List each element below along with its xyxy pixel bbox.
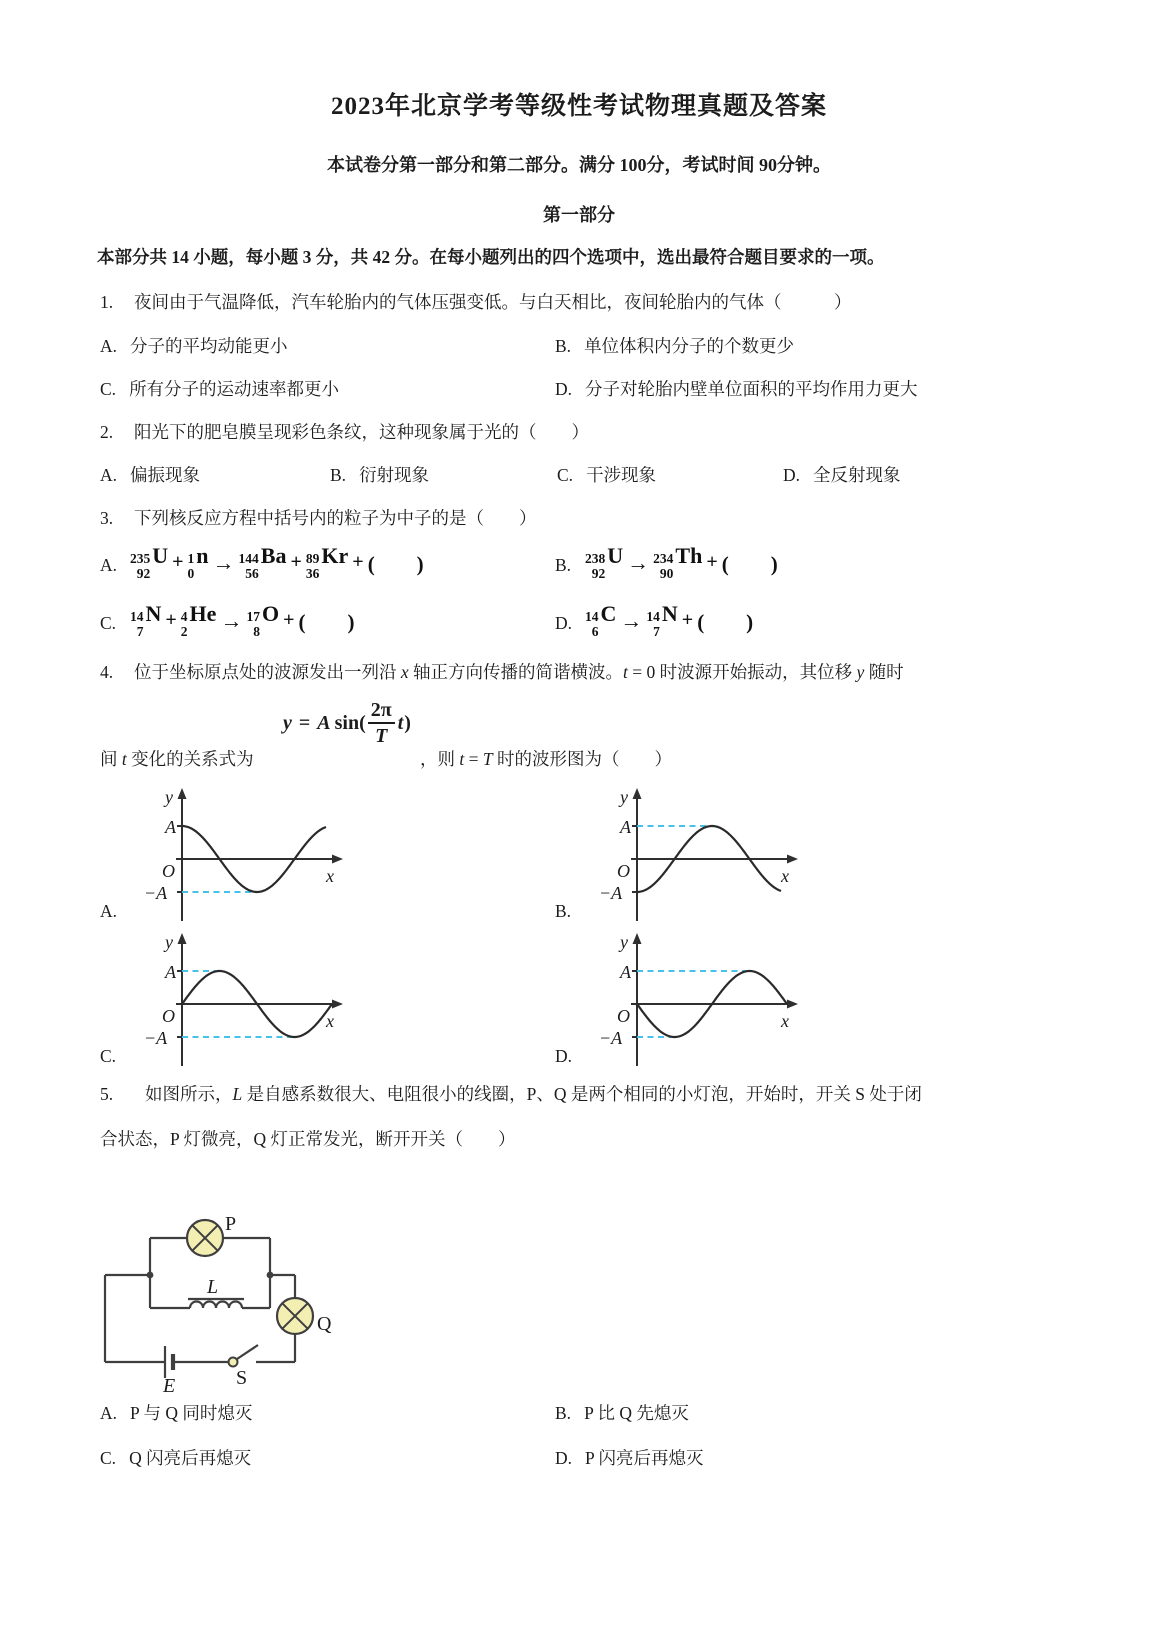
switch-pivot-icon bbox=[229, 1358, 238, 1367]
question-number: 1. bbox=[100, 292, 114, 312]
reaction-arrow: → bbox=[627, 549, 650, 575]
option-text: Q 闪亮后再熄灭 bbox=[129, 1448, 252, 1468]
nuclide: 144 56 Ba bbox=[238, 543, 287, 581]
q3-equation-c bbox=[100, 603, 354, 638]
question-4-text-end: ，则 t = T 时的波形图为（ ） bbox=[420, 749, 672, 769]
plus-sign: + bbox=[706, 551, 718, 573]
option-label: C. bbox=[557, 465, 574, 485]
option-text: P 闪亮后再熄灭 bbox=[585, 1448, 704, 1468]
svg-text:x: x bbox=[326, 866, 334, 886]
q4-graph-label-d: D. bbox=[555, 1046, 573, 1066]
plus-sign: + bbox=[681, 609, 694, 631]
question-number: 2. bbox=[100, 422, 114, 442]
option-text: 偏振现象 bbox=[130, 465, 201, 485]
option-text: 单位体积内分子的个数更少 bbox=[584, 336, 795, 356]
q4-wave-equation bbox=[283, 699, 411, 747]
svg-text:O: O bbox=[162, 861, 175, 881]
nuclide: 17 8 O bbox=[246, 601, 280, 639]
option-label: A. bbox=[100, 1403, 118, 1423]
answer-blank-parens: ( ) bbox=[298, 609, 355, 634]
question-1-text: 1. 夜间由于气温降低，汽车轮胎内的气体压强变低。与白天相比，夜间轮胎内的气体（ ） bbox=[100, 292, 852, 312]
formula-y: y bbox=[283, 711, 292, 734]
nuclear-equation bbox=[130, 545, 424, 580]
formula-denominator: T bbox=[375, 725, 388, 747]
svg-text:y: y bbox=[165, 787, 173, 807]
question-3-text: 3. 下列核反应方程中括号内的粒子为中子的是（ ） bbox=[100, 508, 537, 528]
q1-option-d bbox=[555, 376, 918, 401]
formula-equals: = bbox=[298, 711, 311, 734]
svg-text:x: x bbox=[326, 1011, 334, 1031]
question-4-text-cont: 间 t 变化的关系式为 bbox=[100, 749, 254, 769]
svg-text:O: O bbox=[617, 861, 630, 881]
equation-label: B. bbox=[555, 555, 572, 575]
nuclide: 1 0 n bbox=[187, 543, 209, 581]
svg-text:O: O bbox=[162, 1006, 175, 1026]
svg-text:−A: −A bbox=[599, 1028, 623, 1048]
q4-graph-label-a: A. bbox=[100, 901, 118, 921]
question-5-text-cont: 合状态，P 灯微亮，Q 灯正常发光，断开开关（ ） bbox=[100, 1129, 516, 1149]
option-label: B. bbox=[330, 465, 347, 485]
part1-intro: 本部分共 14 小题，每小题 3 分，共 42 分。在每小题列出的四个选项中，选出最符合题目要求的一项。 bbox=[97, 247, 885, 267]
q5-option-d bbox=[555, 1445, 703, 1470]
q5-option-c bbox=[100, 1445, 251, 1470]
q1-option-c bbox=[100, 376, 339, 401]
reaction-arrow: → bbox=[212, 549, 235, 575]
option-text: 所有分子的运动速率都更小 bbox=[129, 379, 340, 399]
svg-text:O: O bbox=[617, 1006, 630, 1026]
plus-sign: + bbox=[352, 551, 364, 573]
q2-option-b bbox=[330, 462, 429, 487]
option-text: P 比 Q 先熄灭 bbox=[584, 1403, 689, 1423]
option-text: P 与 Q 同时熄灭 bbox=[130, 1403, 253, 1423]
inductor-coil-icon bbox=[190, 1302, 242, 1309]
q5-option-b bbox=[555, 1400, 689, 1425]
equation-label: A. bbox=[100, 555, 118, 575]
q4-graph-label-c: C. bbox=[100, 1046, 117, 1066]
svg-text:A: A bbox=[165, 817, 176, 837]
option-text: 衍射现象 bbox=[359, 465, 430, 485]
nuclear-equation bbox=[585, 545, 778, 580]
reaction-arrow: → bbox=[620, 607, 643, 633]
option-text: 全反射现象 bbox=[813, 465, 901, 485]
equation-label: D. bbox=[555, 613, 573, 633]
part1-heading: 第一部分 bbox=[543, 205, 615, 225]
option-label: C. bbox=[100, 1448, 117, 1468]
equation-label: C. bbox=[100, 613, 117, 633]
q4-graph-a bbox=[140, 785, 345, 930]
answer-blank-parens: ( ) bbox=[721, 551, 778, 576]
answer-blank-parens: ( ) bbox=[367, 551, 424, 576]
svg-text:x: x bbox=[781, 1011, 789, 1031]
reaction-arrow: → bbox=[220, 607, 243, 633]
q2-option-d bbox=[783, 462, 901, 487]
q2-option-a bbox=[100, 462, 200, 487]
lamp-q-label: Q bbox=[317, 1313, 332, 1335]
question-4-text: 4. 位于坐标原点处的波源发出一列沿 x 轴正方向传播的简谐横波。t = 0 时波源开始振动，其位移 y 随时 bbox=[100, 662, 904, 682]
q3-equation-b bbox=[555, 545, 778, 580]
q5-circuit-diagram bbox=[95, 1170, 345, 1398]
nuclide: 14 7 N bbox=[130, 601, 162, 639]
q5-option-a bbox=[100, 1400, 252, 1425]
nuclide: 4 2 He bbox=[180, 601, 217, 639]
answer-blank-parens: ( ) bbox=[697, 609, 754, 634]
nuclide: 238 92 U bbox=[585, 543, 624, 581]
formula-close-paren: ) bbox=[404, 711, 411, 734]
question-5-text: 5. 如图所示，L 是自感系数很大、电阻很小的线圈，P、Q 是两个相同的小灯泡，开始时，开关 S 处于闭 bbox=[100, 1084, 922, 1104]
svg-text:y: y bbox=[165, 932, 173, 952]
svg-text:y: y bbox=[620, 787, 628, 807]
svg-text:x: x bbox=[781, 866, 789, 886]
svg-text:A: A bbox=[620, 817, 631, 837]
nuclide: 14 7 N bbox=[646, 601, 678, 639]
formula-sin: sin( bbox=[334, 711, 366, 734]
nuclear-equation bbox=[130, 603, 354, 638]
switch-blade bbox=[237, 1345, 258, 1359]
formula-t: t bbox=[397, 711, 404, 734]
exam-info: 本试卷分第一部分和第二部分。满分 100分，考试时间 90分钟。 bbox=[327, 155, 831, 175]
question-number: 4. bbox=[100, 662, 114, 682]
formula-fraction bbox=[368, 699, 395, 747]
svg-text:A: A bbox=[165, 962, 176, 982]
nuclide: 89 36 Kr bbox=[305, 543, 349, 581]
formula-numerator: 2π bbox=[368, 699, 395, 724]
svg-text:y: y bbox=[620, 932, 628, 952]
question-number: 5. bbox=[100, 1084, 114, 1104]
lamp-p-label: P bbox=[225, 1213, 237, 1235]
battery-label: E bbox=[163, 1375, 176, 1397]
question-2-text: 2. 阳光下的肥皂膜呈现彩色条纹，这种现象属于光的（ ） bbox=[100, 422, 589, 442]
nuclide: 234 90 Th bbox=[653, 543, 703, 581]
q3-equation-a bbox=[100, 545, 424, 580]
q4-graph-d bbox=[595, 930, 800, 1075]
nuclide: 14 6 C bbox=[585, 601, 617, 639]
junction-dot-right bbox=[267, 1272, 274, 1279]
svg-text:A: A bbox=[620, 962, 631, 982]
inductor-label: L bbox=[207, 1276, 219, 1298]
q2-option-c bbox=[557, 462, 656, 487]
nuclear-equation bbox=[585, 603, 753, 638]
option-label: D. bbox=[783, 465, 801, 485]
lamp-q-icon bbox=[277, 1298, 313, 1334]
q4-graph-b bbox=[595, 785, 800, 930]
option-label: A. bbox=[100, 465, 118, 485]
option-text: 分子的平均动能更小 bbox=[130, 336, 288, 356]
option-label: A. bbox=[100, 336, 118, 356]
plus-sign: + bbox=[283, 609, 295, 631]
option-label: C. bbox=[100, 379, 117, 399]
q4-graph-label-b: B. bbox=[555, 901, 572, 921]
option-label: D. bbox=[555, 1448, 573, 1468]
nuclide: 235 92 U bbox=[130, 543, 169, 581]
plus-sign: + bbox=[165, 609, 177, 631]
option-label: D. bbox=[555, 379, 573, 399]
option-text: 分子对轮胎内壁单位面积的平均作用力更大 bbox=[585, 379, 918, 399]
plus-sign: + bbox=[290, 551, 302, 573]
q4-graph-c bbox=[140, 930, 345, 1075]
option-label: B. bbox=[555, 1403, 572, 1423]
option-label: B. bbox=[555, 336, 572, 356]
svg-text:−A: −A bbox=[144, 1028, 168, 1048]
q1-option-b bbox=[555, 333, 794, 358]
q1-option-a bbox=[100, 333, 288, 358]
q3-equation-d bbox=[555, 603, 753, 638]
formula-amplitude: A bbox=[317, 711, 331, 734]
page-title: 2023年北京学考等级性考试物理真题及答案 bbox=[330, 93, 827, 120]
switch-label: S bbox=[236, 1367, 248, 1389]
svg-text:−A: −A bbox=[599, 883, 623, 903]
plus-sign: + bbox=[172, 551, 184, 573]
option-text: 干涉现象 bbox=[586, 465, 657, 485]
lamp-p-icon bbox=[187, 1220, 223, 1256]
svg-text:−A: −A bbox=[144, 883, 168, 903]
question-number: 3. bbox=[100, 508, 114, 528]
junction-dot-left bbox=[147, 1272, 154, 1279]
circuit-wires bbox=[105, 1238, 295, 1378]
